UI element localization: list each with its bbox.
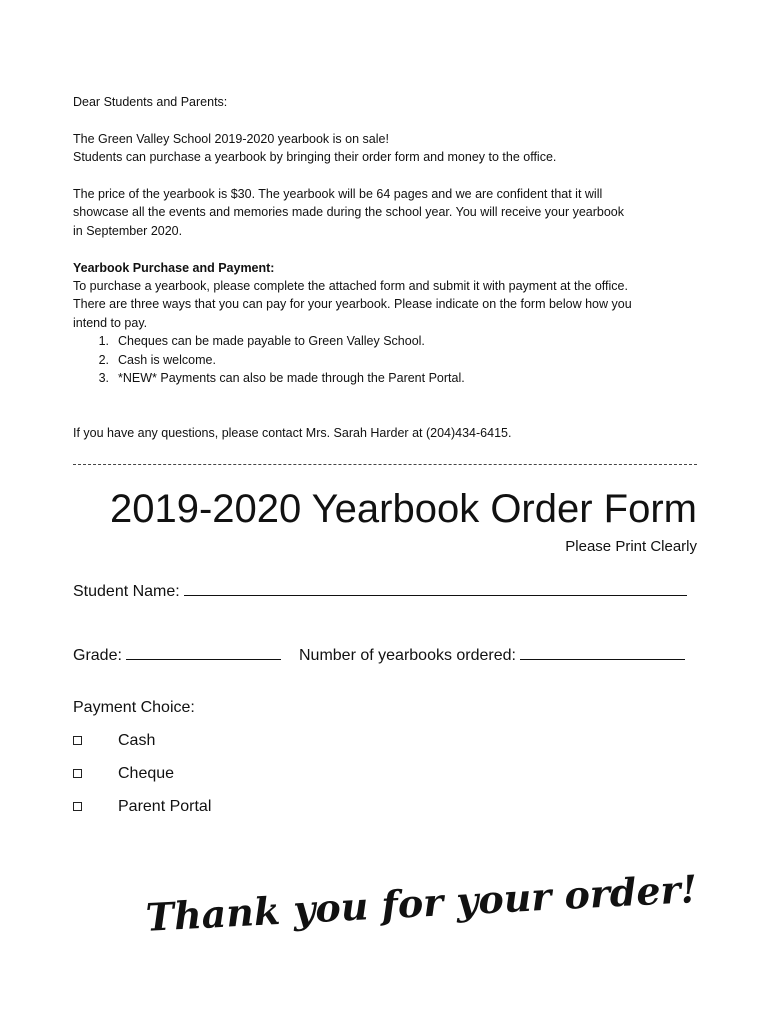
contact-line: If you have any questions, please contact Mrs. Sarah Harder at (204)434-6415. xyxy=(73,426,512,441)
checkbox-icon[interactable] xyxy=(73,802,82,811)
list-item-text: Cheques can be made payable to Green Valley School. xyxy=(118,334,425,349)
form-title: 2019-2020 Yearbook Order Form xyxy=(109,487,697,531)
list-item xyxy=(73,369,703,387)
list-item-text: Cash is welcome. xyxy=(118,352,216,367)
student-name-blank[interactable] xyxy=(184,581,687,596)
purchase-line-2: There are three ways that you can pay for your yearbook. Please indicate on the form below how you xyxy=(73,297,632,312)
price-line-3: in September 2020. xyxy=(73,223,183,238)
grade-label: Grade: xyxy=(73,647,122,664)
price-line-2: showcase all the events and memories made during the school year. You will receive your yearbook xyxy=(73,205,625,220)
grade-blank[interactable] xyxy=(126,645,281,660)
thank-you-message: Thank you for your order! xyxy=(144,866,699,940)
salutation: Dear Students and Parents: xyxy=(73,95,228,109)
checkbox-icon[interactable] xyxy=(73,736,82,745)
list-item-text: *NEW* Payments can also be made through the Parent Portal. xyxy=(118,371,465,386)
payment-option-label: Cash xyxy=(118,732,156,749)
purchase-line-1: To purchase a yearbook, please complete the attached form and submit it with payment at the office. xyxy=(73,279,628,294)
sale-line-2: Students can purchase a yearbook by bringing their order form and money to the office. xyxy=(73,150,557,165)
letter-body xyxy=(73,93,703,443)
list-item-number: 1. xyxy=(98,334,109,349)
purchase-line-3: intend to pay. xyxy=(73,315,148,330)
student-name-label: Student Name: xyxy=(73,583,180,600)
grade-field[interactable] xyxy=(73,645,281,665)
form-subtitle: Please Print Clearly xyxy=(565,538,697,555)
payment-option-label: Cheque xyxy=(118,765,175,782)
cut-line-divider xyxy=(73,464,697,465)
student-name-field[interactable] xyxy=(73,581,687,601)
list-item-number: 3. xyxy=(98,371,109,386)
list-item xyxy=(73,351,703,369)
list-item-number: 2. xyxy=(98,352,109,367)
number-ordered-blank[interactable] xyxy=(520,645,685,660)
sale-line-1: The Green Valley School 2019-2020 yearbook is on sale! xyxy=(73,131,389,146)
checkbox-icon[interactable] xyxy=(73,769,82,778)
section-heading: Yearbook Purchase and Payment: xyxy=(73,260,275,275)
number-ordered-field[interactable] xyxy=(299,645,685,665)
payment-methods-list xyxy=(73,332,703,387)
number-ordered-label: Number of yearbooks ordered: xyxy=(299,647,516,664)
payment-option-label: Parent Portal xyxy=(118,798,212,815)
list-item xyxy=(73,332,703,350)
payment-choice-label: Payment Choice: xyxy=(73,699,195,716)
price-line-1: The price of the yearbook is $30. The yearbook will be 64 pages and we are confident that it will xyxy=(73,187,603,201)
